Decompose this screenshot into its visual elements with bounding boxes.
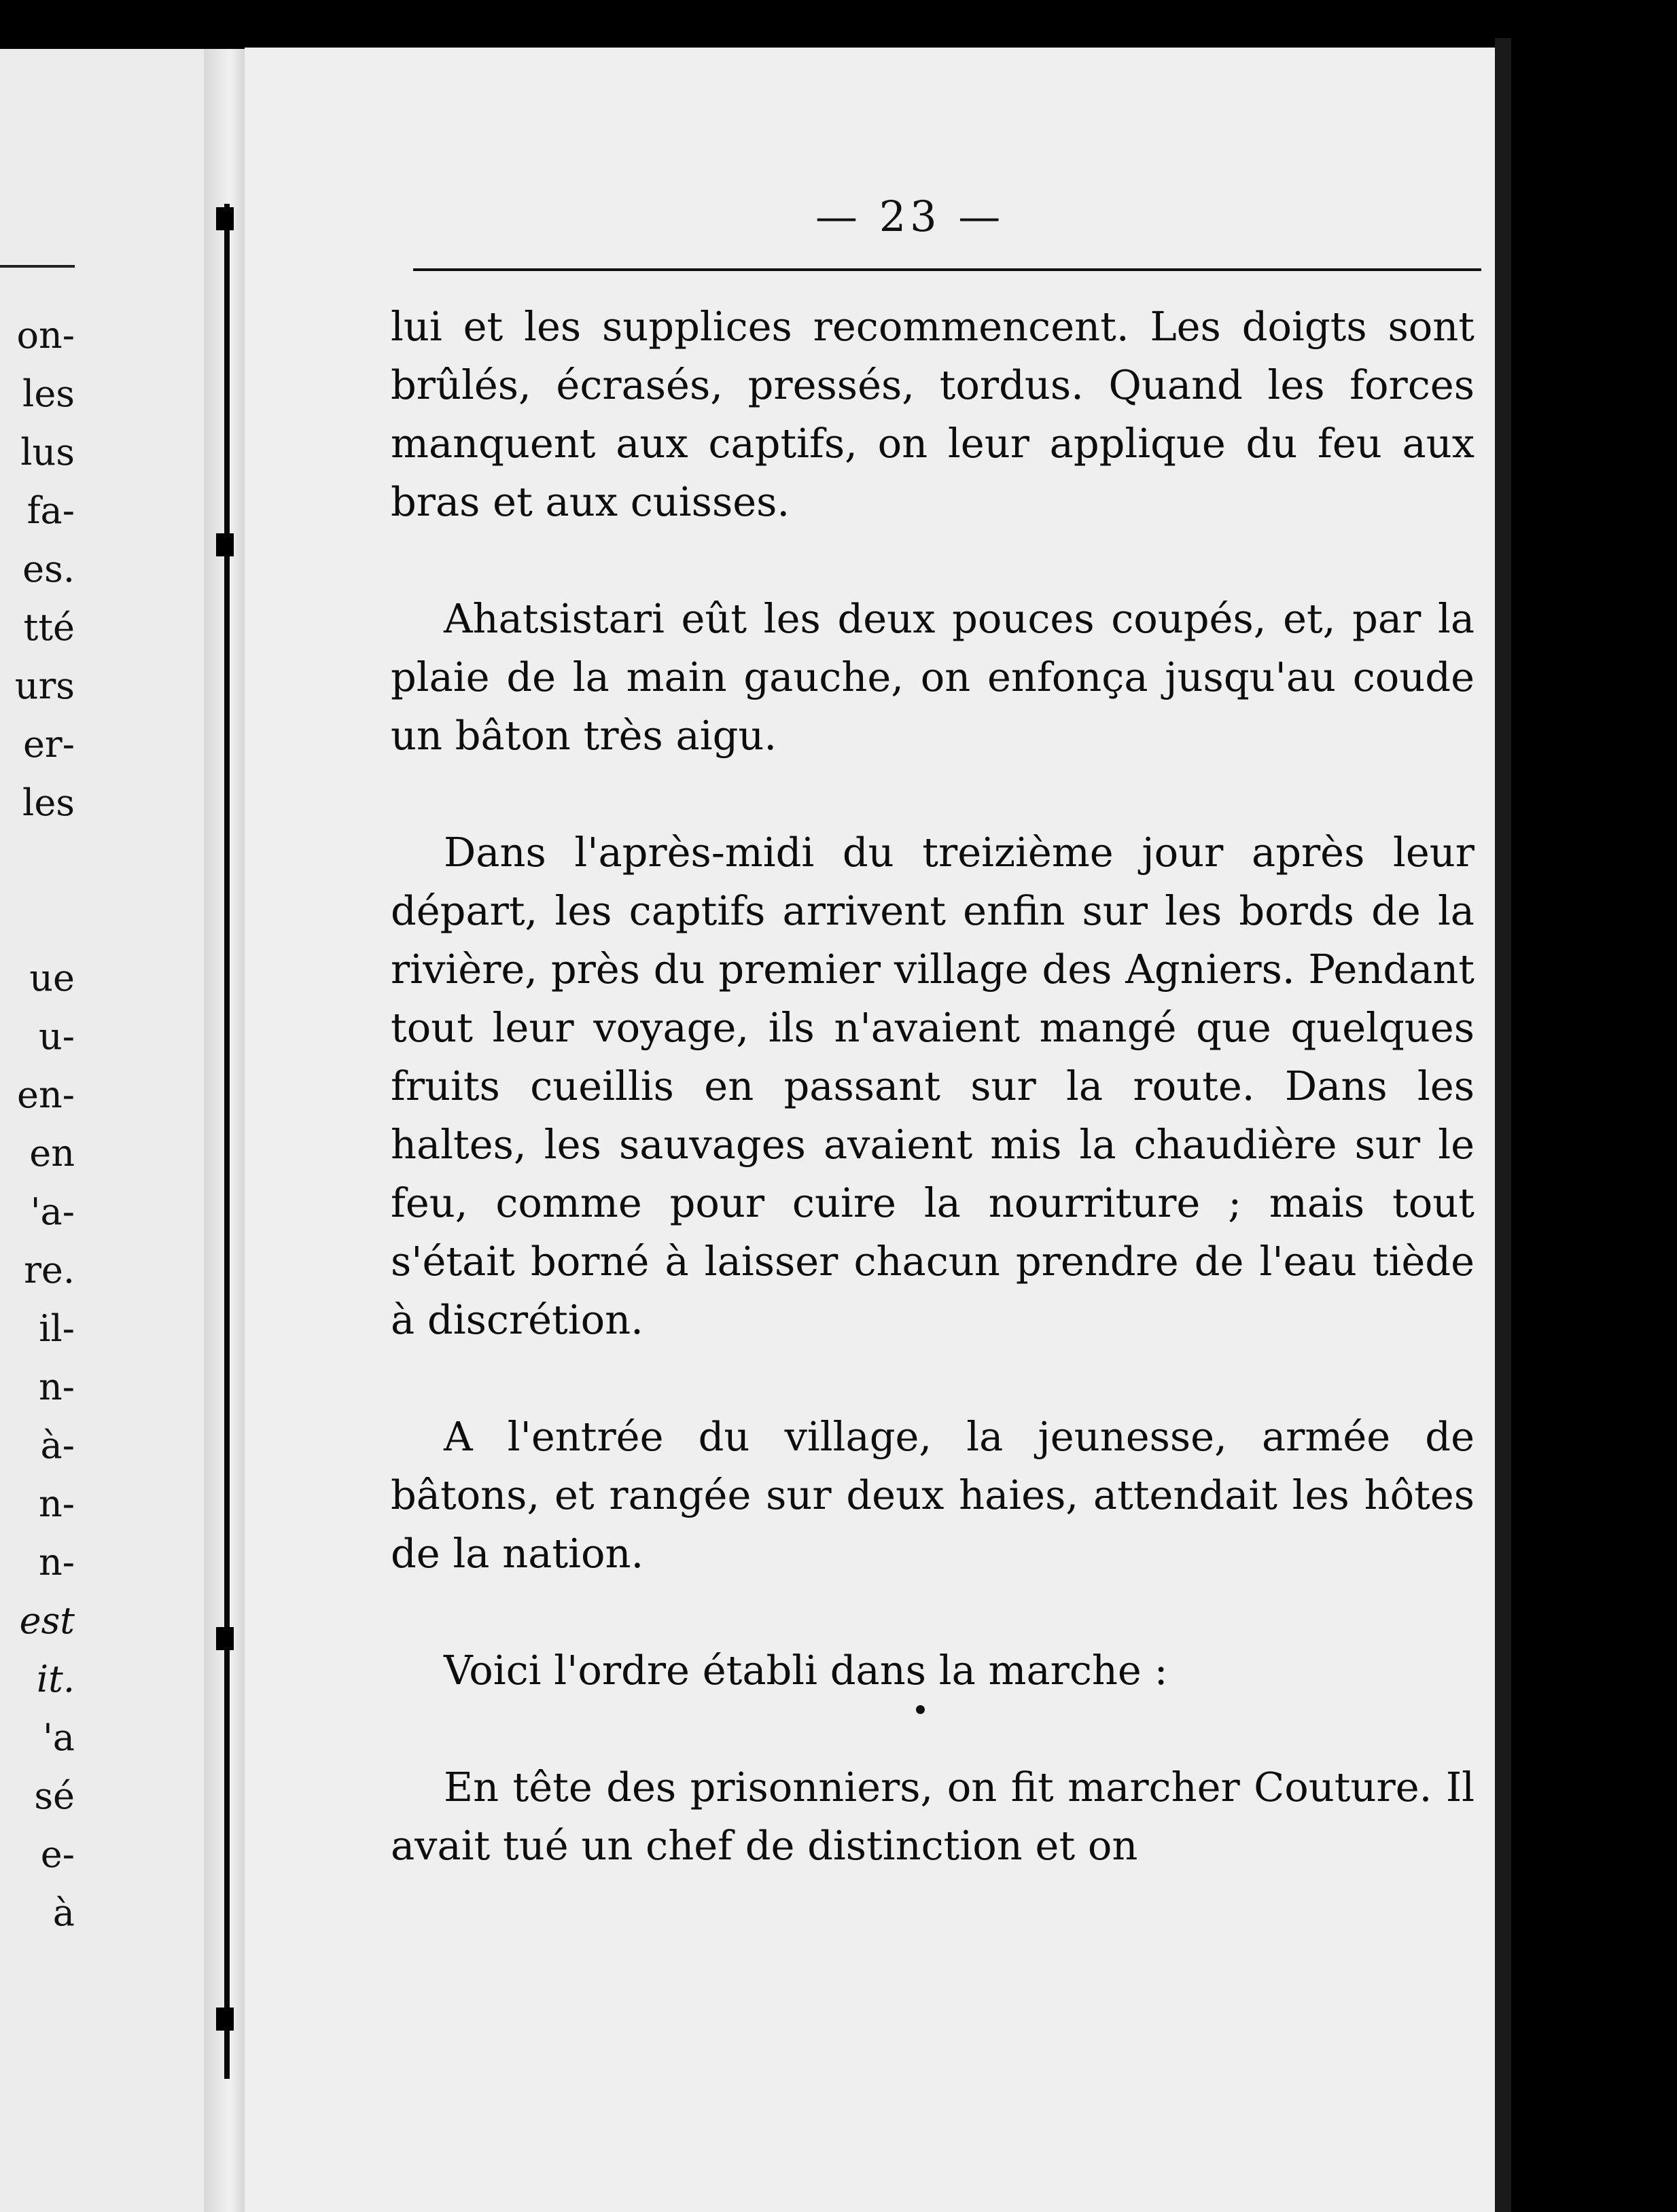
facing-line-fragment: tté [23,606,75,649]
facing-line-fragment: sé [34,1774,75,1817]
facing-line-fragment: n- [38,1482,75,1525]
facing-line-fragment: à [52,1891,75,1934]
facing-line-fragment: ue [29,957,75,999]
page-edge-shadow [1495,38,1511,2212]
facing-line-fragment: 'a [42,1716,75,1759]
header-rule [413,268,1481,271]
page-body-text [391,298,1475,1875]
facing-page-header-rule [0,265,75,268]
facing-page-fragment [0,49,234,2212]
facing-line-fragment: 'a- [30,1190,75,1233]
binding-thread [224,204,230,2079]
facing-line-fragment: lus [20,431,75,474]
facing-line-fragment: il- [39,1307,75,1350]
binding-stitch [216,533,234,556]
facing-line-fragment: les [22,372,75,415]
facing-line-fragment: u- [38,1015,75,1058]
facing-line-fragment: en- [17,1073,75,1116]
binding-stitch [216,1627,234,1650]
paragraph: Voici l'ordre établi dans la marche : [444,1647,1168,1694]
facing-line-fragment: e- [40,1833,75,1876]
facing-line-fragment: er- [22,723,75,766]
paragraph: Ahatsistari eût les deux pouces coupés, et, par la plaie de la main gauche, on enfonça jusqu'au coude un bâton très aigu. [391,595,1475,759]
binding-stitch [216,207,234,230]
facing-line-fragment: fa- [27,489,75,532]
facing-line-fragment: n- [38,1366,75,1408]
facing-line-fragment: en [29,1132,75,1175]
facing-line-fragment: les [22,781,75,824]
facing-line-fragment: est [19,1599,75,1642]
page-number: — 23 — [815,192,1005,241]
facing-line-fragment: n- [38,1541,75,1584]
paragraph: A l'entrée du village, la jeunesse, armée de bâtons, et rangée sur deux haies, attendait les hôtes de la nation. [391,1413,1475,1577]
facing-line-fragment: es. [22,548,75,590]
ink-speck [916,1705,925,1714]
facing-line-fragment: à- [40,1424,75,1467]
facing-line-fragment: it. [36,1658,75,1700]
paragraph: lui et les supplices recommencent. Les doigts sont brûlés, écrasés, pressés, tordus. Quand les forces manquent aux captifs, on leur applique du feu aux bras et aux cuisses. [391,303,1475,525]
facing-line-fragment: on- [16,314,75,357]
binding-stitch [216,2008,234,2031]
facing-line-fragment: urs [14,664,75,707]
paragraph: Dans l'après-midi du treizième jour après leur départ, les captifs arrivent enfin sur les bords de la rivière, près du premier village des Agniers. Pendant tout leur voyage, ils n'avaient mangé que quelques fruits cueillis en passant sur la route. Dans les haltes, les sauvages avaient mis la chaudière sur le feu, comme pour cuire la nourriture ; mais tout s'était borné à laisser chacun prendre de l'eau tiède à discrétion. [391,829,1475,1343]
facing-line-fragment: re. [24,1249,75,1291]
paragraph: En tête des prisonniers, on fit marcher Couture. Il avait tué un chef de distinction et on [391,1764,1475,1869]
